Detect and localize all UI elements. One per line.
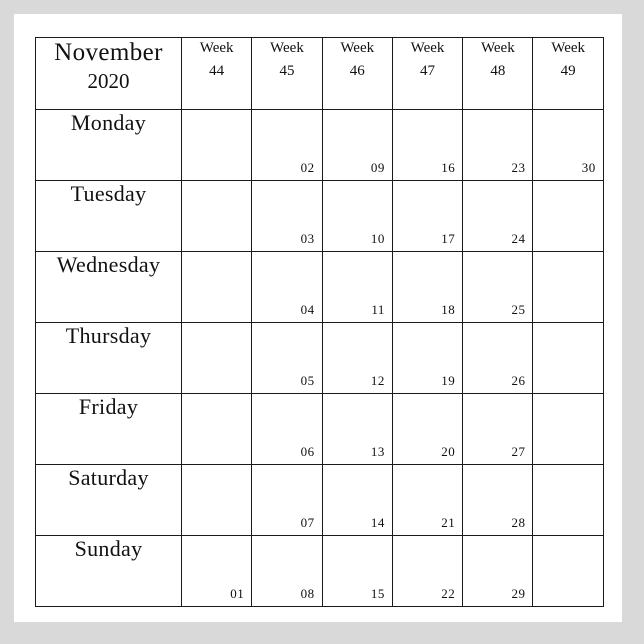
date-cell[interactable] bbox=[392, 465, 462, 536]
calendar-row-thursday bbox=[36, 323, 604, 394]
date-cell[interactable] bbox=[182, 323, 252, 394]
date-number: 10 bbox=[370, 231, 385, 246]
date-number: 30 bbox=[581, 160, 596, 175]
date-cell[interactable] bbox=[252, 394, 322, 465]
date-cell[interactable] bbox=[182, 252, 252, 323]
date-number: 04 bbox=[300, 302, 315, 317]
date-cell[interactable] bbox=[463, 465, 533, 536]
week-column-header-45 bbox=[252, 38, 322, 110]
date-number: 29 bbox=[511, 586, 526, 601]
week-label: Week bbox=[480, 40, 515, 56]
date-number: 13 bbox=[370, 444, 385, 459]
date-number: 28 bbox=[511, 515, 526, 530]
date-number: 03 bbox=[300, 231, 315, 246]
date-cell[interactable] bbox=[252, 252, 322, 323]
date-number: 26 bbox=[511, 373, 526, 388]
week-number: 49 bbox=[560, 62, 576, 79]
monthly-calendar bbox=[35, 37, 604, 607]
month-title-cell bbox=[36, 38, 182, 110]
date-number: 07 bbox=[300, 515, 315, 530]
date-cell[interactable] bbox=[182, 394, 252, 465]
date-cell[interactable] bbox=[182, 465, 252, 536]
date-number: 14 bbox=[370, 515, 385, 530]
week-column-header-47 bbox=[392, 38, 462, 110]
date-cell[interactable] bbox=[322, 252, 392, 323]
date-number: 12 bbox=[370, 373, 385, 388]
date-cell[interactable] bbox=[322, 181, 392, 252]
date-cell[interactable] bbox=[182, 181, 252, 252]
week-number: 47 bbox=[420, 62, 436, 79]
day-label-sunday: Sunday bbox=[36, 536, 182, 607]
day-label-thursday: Thursday bbox=[36, 323, 182, 394]
date-cell[interactable] bbox=[392, 181, 462, 252]
date-cell[interactable] bbox=[252, 536, 322, 607]
date-cell[interactable] bbox=[463, 394, 533, 465]
date-number: 25 bbox=[511, 302, 526, 317]
date-number: 06 bbox=[300, 444, 315, 459]
week-label: Week bbox=[551, 40, 586, 56]
week-number: 44 bbox=[209, 62, 225, 79]
week-column-header-46 bbox=[322, 38, 392, 110]
date-cell[interactable] bbox=[533, 110, 603, 181]
date-cell[interactable] bbox=[392, 110, 462, 181]
date-cell[interactable] bbox=[322, 536, 392, 607]
date-cell[interactable] bbox=[252, 323, 322, 394]
date-number: 22 bbox=[441, 586, 456, 601]
day-label-saturday: Saturday bbox=[36, 465, 182, 536]
date-number: 01 bbox=[230, 586, 245, 601]
month-name: November bbox=[54, 39, 163, 66]
date-cell[interactable] bbox=[182, 110, 252, 181]
date-cell[interactable] bbox=[182, 536, 252, 607]
date-cell[interactable] bbox=[392, 323, 462, 394]
date-number: 24 bbox=[511, 231, 526, 246]
date-cell[interactable] bbox=[463, 110, 533, 181]
week-column-header-48 bbox=[463, 38, 533, 110]
date-cell[interactable] bbox=[392, 394, 462, 465]
week-number: 45 bbox=[279, 62, 295, 79]
date-cell[interactable] bbox=[252, 181, 322, 252]
week-number: 46 bbox=[349, 62, 365, 79]
date-cell[interactable] bbox=[463, 181, 533, 252]
date-number: 11 bbox=[371, 302, 385, 317]
date-number: 27 bbox=[511, 444, 526, 459]
date-cell[interactable] bbox=[322, 323, 392, 394]
poster-canvas bbox=[14, 14, 622, 622]
calendar-row-wednesday bbox=[36, 252, 604, 323]
date-number: 05 bbox=[300, 373, 315, 388]
date-cell[interactable] bbox=[533, 394, 603, 465]
day-label-monday: Monday bbox=[36, 110, 182, 181]
calendar-row-monday bbox=[36, 110, 604, 181]
week-label: Week bbox=[199, 40, 234, 56]
day-label-friday: Friday bbox=[36, 394, 182, 465]
date-cell[interactable] bbox=[463, 323, 533, 394]
week-label: Week bbox=[410, 40, 445, 56]
date-cell[interactable] bbox=[463, 536, 533, 607]
date-cell[interactable] bbox=[252, 465, 322, 536]
date-cell[interactable] bbox=[392, 536, 462, 607]
week-column-header-49 bbox=[533, 38, 603, 110]
week-label: Week bbox=[340, 40, 375, 56]
date-cell[interactable] bbox=[533, 323, 603, 394]
week-number: 48 bbox=[490, 62, 506, 79]
date-cell[interactable] bbox=[533, 465, 603, 536]
date-number: 23 bbox=[511, 160, 526, 175]
date-cell[interactable] bbox=[463, 252, 533, 323]
date-cell[interactable] bbox=[533, 252, 603, 323]
calendar-row-tuesday bbox=[36, 181, 604, 252]
date-cell[interactable] bbox=[322, 465, 392, 536]
date-number: 09 bbox=[370, 160, 385, 175]
date-cell[interactable] bbox=[533, 181, 603, 252]
day-label-wednesday: Wednesday bbox=[36, 252, 182, 323]
date-number: 15 bbox=[370, 586, 385, 601]
date-cell[interactable] bbox=[322, 394, 392, 465]
date-number: 08 bbox=[300, 586, 315, 601]
date-number: 20 bbox=[441, 444, 456, 459]
date-number: 19 bbox=[441, 373, 456, 388]
date-number: 02 bbox=[300, 160, 315, 175]
calendar-header-row bbox=[36, 38, 604, 110]
date-cell[interactable] bbox=[533, 536, 603, 607]
date-number: 21 bbox=[441, 515, 456, 530]
date-number: 18 bbox=[441, 302, 456, 317]
week-label: Week bbox=[270, 40, 304, 56]
calendar-row-sunday bbox=[36, 536, 604, 607]
date-cell[interactable] bbox=[252, 110, 322, 181]
month-year: 2020 bbox=[87, 68, 130, 93]
week-column-header-44 bbox=[182, 38, 252, 110]
date-number: 17 bbox=[441, 231, 456, 246]
calendar-row-saturday bbox=[36, 465, 604, 536]
calendar-row-friday bbox=[36, 394, 604, 465]
date-cell[interactable] bbox=[392, 252, 462, 323]
date-number: 16 bbox=[441, 160, 456, 175]
day-label-tuesday: Tuesday bbox=[36, 181, 182, 252]
date-cell[interactable] bbox=[322, 110, 392, 181]
